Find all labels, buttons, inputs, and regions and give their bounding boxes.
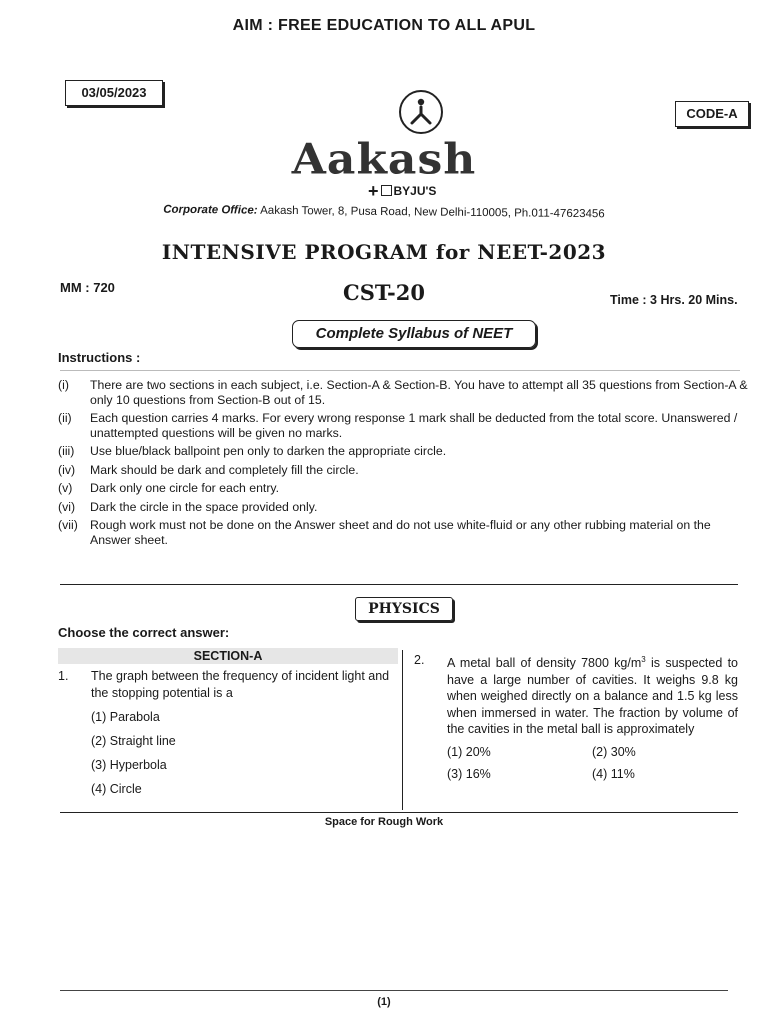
plus-icon: + (368, 181, 379, 201)
corporate-address: Aakash Tower, 8, Pusa Road, New Delhi-110005, Ph.011-47623456 (257, 204, 605, 221)
instruction-text: Mark should be dark and completely fill the circle. (90, 462, 359, 477)
option: (3) 16% (447, 767, 491, 782)
instruction-text: Use blue/black ballpoint pen only to darken the appropriate circle. (90, 444, 447, 458)
corporate-office (0, 202, 768, 222)
instruction-item (58, 500, 748, 515)
instruction-text: Each question carries 4 marks. For every wrong response 1 mark shall be deducted from the total score. Unanswered / unattempted questions will be given no marks. (90, 411, 738, 440)
instruction-item (58, 378, 748, 407)
question-1 (58, 668, 398, 798)
instruction-text: There are two sections in each subject, i.e. Section-A & Section-B. You have to attempt all 35 questions from Section-A & only 10 questions from Section-B out of 15. (90, 378, 748, 407)
options-grid (447, 744, 738, 783)
divider (60, 584, 738, 585)
instruction-number: (ii) (58, 411, 72, 425)
divider (60, 990, 728, 991)
option: (3) Hyperbola (91, 758, 167, 772)
instruction-item (58, 481, 748, 496)
instruction-number: (vi) (58, 499, 76, 514)
rough-work-label: Space for Rough Work (324, 816, 444, 828)
time-limit: Time : 3 Hrs. 20 Mins. (610, 293, 738, 307)
instruction-number: (i) (58, 378, 69, 392)
max-marks: MM : 720 (60, 280, 115, 295)
page-number: (1) (377, 996, 391, 1008)
column-divider (402, 650, 403, 810)
superscript: 3 (641, 655, 646, 664)
instructions-list (58, 378, 748, 551)
byjus-text: BYJU'S (393, 184, 437, 198)
instruction-number: (vii) (58, 518, 78, 532)
corporate-label: Corporate Office: (163, 203, 258, 217)
option: (1) Parabola (91, 710, 160, 724)
instruction-text: Dark the circle in the space provided only. (90, 499, 318, 514)
subject-heading: PHYSICS (355, 597, 453, 621)
byjus-box-icon (381, 185, 392, 196)
option: (4) 11% (592, 767, 635, 782)
instruction-text: Rough work must not be done on the Answer sheet and do not use white-fluid or any other rubbing material on the Answer sheet. (90, 518, 711, 547)
code-box: CODE-A (675, 101, 749, 127)
instruction-number: (v) (58, 481, 73, 495)
instruction-number: (iv) (58, 462, 76, 477)
question-number: 1. (58, 669, 69, 683)
question-text (447, 652, 738, 738)
option: (2) 30% (592, 744, 636, 759)
aakash-emblem-icon (399, 90, 443, 134)
banner-text: AIM : FREE EDUCATION TO ALL APUL (232, 17, 536, 34)
date-box: 03/05/2023 (65, 80, 163, 106)
question-text: The graph between the frequency of incident light and the stopping potential is a (91, 669, 390, 700)
instruction-item (58, 411, 748, 440)
question-text-part: is suspected to have a large number of cavities. It weighs 9.8 kg when weighed directly on a balance and 1.5 kg less when immersed in water. The fraction by volume of the cavities in the metal ball is approximately (447, 656, 739, 737)
option: (2) Straight line (91, 734, 176, 748)
instruction-item (58, 444, 748, 459)
syllabus-badge: Complete Syllabus of NEET (292, 320, 536, 348)
instruction-text: Dark only one circle for each entry. (90, 481, 280, 495)
option: (1) 20% (447, 744, 491, 759)
question-number: 2. (414, 653, 425, 667)
question-2 (414, 652, 738, 783)
program-title: INTENSIVE PROGRAM for NEET-2023 (161, 240, 607, 264)
instruction-number: (iii) (58, 444, 75, 458)
option: (4) Circle (91, 782, 142, 796)
instruction-item (58, 463, 748, 478)
section-heading: SECTION-A (58, 648, 398, 664)
question-text-part: A metal ball of density 7800 kg/m (447, 656, 642, 671)
divider (60, 812, 738, 813)
choose-heading: Choose the correct answer: (58, 625, 230, 640)
instruction-item (58, 518, 748, 547)
logo-wordmark: Aakash (291, 135, 477, 184)
test-code: CST-20 (343, 280, 425, 305)
divider (60, 370, 740, 371)
byjus-logo (368, 179, 436, 200)
instructions-title: Instructions : (58, 350, 141, 365)
